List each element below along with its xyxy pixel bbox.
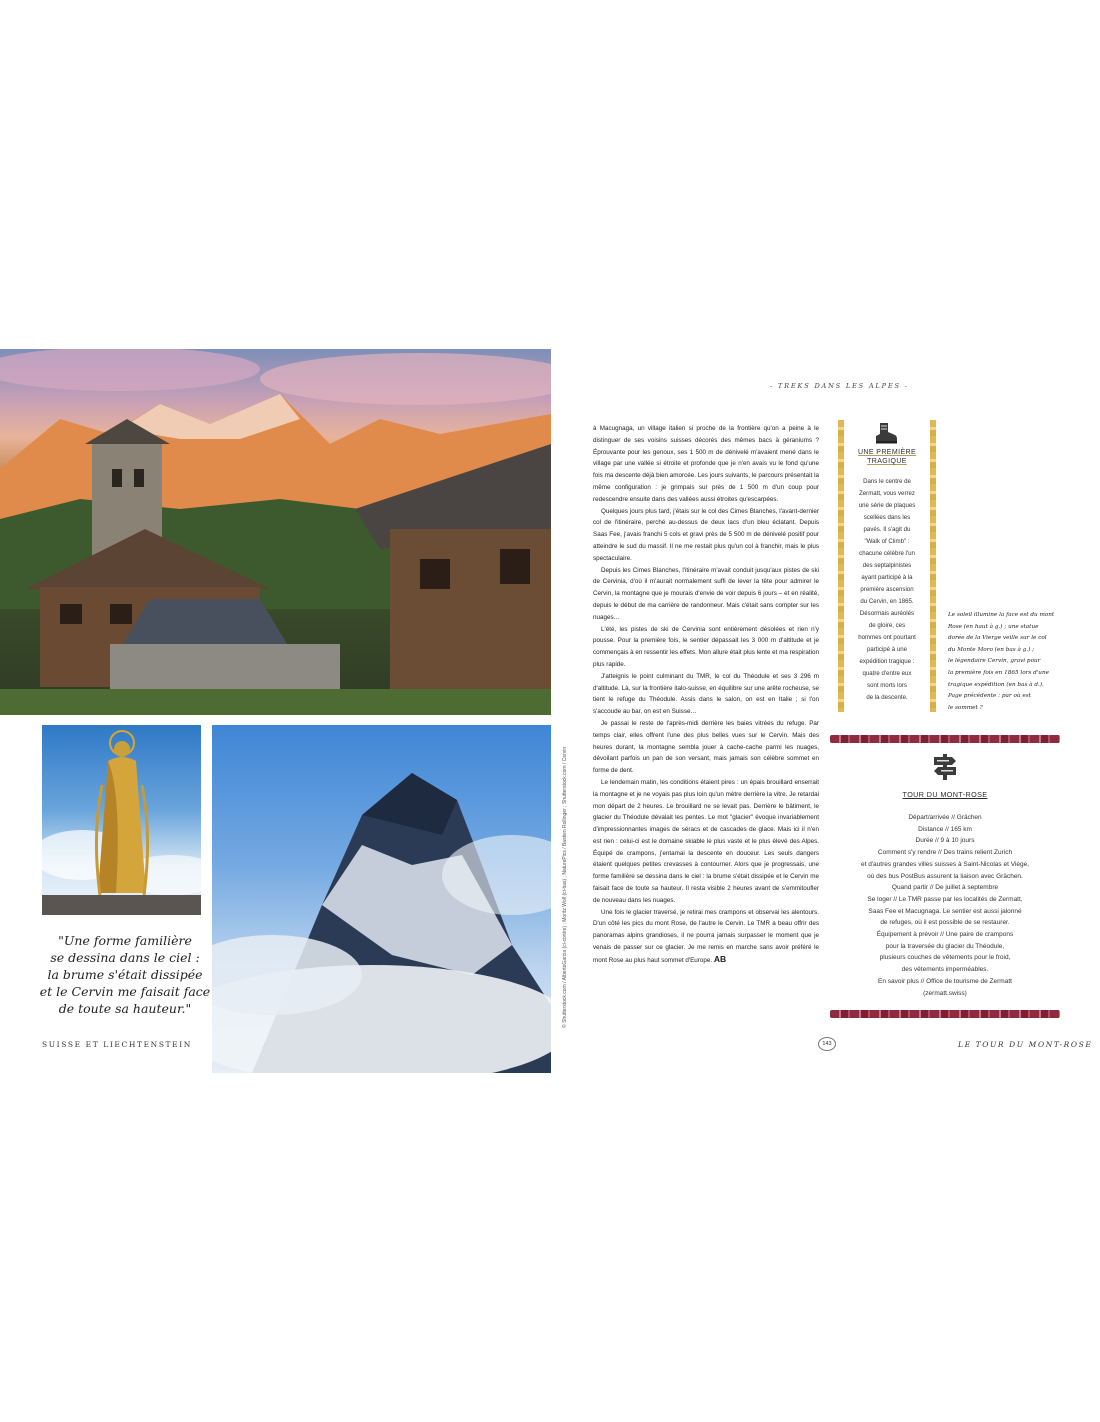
sidebar-line: ayant participé à la [861, 574, 913, 581]
info-box-top-stripe [830, 735, 1060, 743]
sidebar-title [850, 448, 924, 466]
hiking-boot-icon [874, 422, 898, 444]
info-line: Quand partir // De juillet à septembre [891, 884, 999, 892]
info-line: Distance // 165 km [918, 825, 972, 833]
caption-line: dorée de la Vierge veille sur le col [948, 635, 1047, 642]
sidebar-text [850, 476, 924, 704]
info-line: Départ/arrivée // Grächen [908, 814, 982, 821]
sidebar-line: participé à une [867, 646, 907, 653]
sidebar-line: scellées dans les [863, 514, 911, 521]
sidebar-line: de gloire, ces [868, 622, 906, 629]
article-last-paragraph: Une fois le glacier traversé, je retirai mes crampons et observai les alentours. D'un côté les pics du mont Rose, de l'autre le Cervin. Le TMR a beau offrir des panoramas alpins grandioses, il ne pourra jamais surpasser le moment que je venais de passer sur ce glacier. Je me remis en marche sans avoir préféré le mont Rose au plus haut sommet d'Europe. [593, 908, 819, 964]
article-body [593, 423, 819, 967]
caption-line: le sommet ? [948, 704, 983, 711]
info-line: Saas Fee et Macugnaga. Le sentier est aussi jalonné [868, 907, 1022, 915]
article-paragraph [593, 907, 819, 967]
quote-line: "Une forme familière [58, 933, 192, 948]
quote-line: et le Cervin me faisait face [39, 984, 211, 999]
left-page-footer: SUISSE ET LIECHTENSTEIN [42, 1040, 192, 1049]
article-paragraph: Je passai le reste de l'après-midi derrière les baies vitrées du refuge. Par temps clair, elles offrent l'une des plus belles vues sur le Cervin. Mais des heures durant, la montagne sembla jouer à cache-cache parmi les nuages, dévoilant parfois un pan de son versant, mais jamais son célèbre sommet en forme de dent. [593, 719, 819, 775]
info-line: En savoir plus // Office de tourisme de Zermatt [878, 977, 1012, 985]
article-paragraph: Depuis les Cimes Blanches, l'itinéraire m'avait conduit jusqu'aux pistes de ski de Cervinia, d'où il m'aurait normalement suffi de lever la tête pour admirer le Cervin, la montagne que je mourais d'envie de voir depuis 6 jours – et en réalité, depuis le début de ma carrière de randonneur. Mais c'était sans compter sur les nuages… [593, 566, 819, 621]
info-line: où des bus PostBus assurent la liaison avec Grächen. [867, 872, 1023, 880]
village-photo [0, 349, 551, 715]
quote-line: la brume s'était dissipée [47, 967, 203, 982]
info-line: plusieurs couches de vêtements pour le froid, [879, 954, 1011, 962]
sidebar-line: première ascension [860, 586, 914, 593]
info-line: et d'autres grandes villes suisses à Saint-Nicolas et Viège, [860, 860, 1030, 868]
caption-line: le légendaire Cervin, gravi pour [948, 658, 1041, 665]
caption-line: Le soleil illumine la face est du mont [948, 612, 1055, 618]
page-number: 143 [818, 1037, 836, 1051]
sidebar-line: Dans le centre de [863, 478, 911, 485]
sidebar-line: hommes ont pourtant [858, 634, 916, 641]
sidebar-line: quatre d'entre eux [862, 670, 912, 677]
info-line: des vêtements imperméables. [901, 966, 989, 974]
info-box-title: TOUR DU MONT-ROSE [902, 790, 988, 799]
info-box-bottom-stripe [830, 1010, 1060, 1018]
sidebar-line: du Cervin, en 1865. [860, 598, 914, 605]
sidebar-line: pavés. Il s'agit du [863, 526, 911, 533]
article-paragraph: L'été, les pistes de ski de Cervinia sont entièrement désolées et rien n'y pousse. Pour la première fois, le sentier dépassait les 3 000 m d'altitude et je commençais à en ressentir les effets. Mon allure était plus lente et ma respiration plus rapide. [593, 625, 819, 668]
sidebar-bar-right [930, 420, 936, 712]
article-paragraph: Le lendemain matin, les conditions étaient pires : un épais brouillard enserrait la montagne et je ne voyais pas plus loin qu'un mètre derrière la vitre. Je retardai mon départ de 2 heures. Le brouillard ne se levait pas. Derrière le bâtiment, le glacier du Théodule dévalait les pentes. Le mot "glacier" évoque invariablement d'impressionnantes images de séracs et de cascades de glace. Mais ici il n'en est rien : celui-ci est le domaine skiable le plus vaste et le plus élevé des Alpes. Équipé de crampons, j'entamai la descente en douceur. Les seuls dangers étaient quelques petites crevasses à contourner. Alors que je progressais, une forme familière se dessina dans le ciel : la brume s'était dissipée et le Cervin me faisait face de toute sa hauteur. Il resta visible 2 heures avant de s'emmitoufler de nouveau dans les nuages. [593, 778, 819, 904]
info-line: de refuges, où il est possible de se restaurer. [880, 919, 1010, 927]
info-line: (zermatt.swiss) [923, 989, 967, 997]
photo-caption [948, 610, 1068, 714]
sidebar-bar-left [838, 420, 844, 712]
quote-line: se dessina dans le ciel : [50, 950, 200, 965]
pull-quote [30, 932, 220, 1017]
sidebar-line: chacune célèbre l'un [859, 550, 915, 557]
sidebar-box [838, 420, 936, 712]
article-paragraph: à Macugnaga, un village italien si proche de la frontière qu'on a peine à le distinguer de ses voisins suisses décorés des mêmes bacs à géraniums ? Éprouvante pour les genoux, ses 1 500 m de dénivelé m'avaient mené dans le village par une vallée si étroite et profonde que je n'en avais vu le fond qu'une fois ma descente déjà bien amorcée. Les jours suivants, le parcours présentait la même configuration : je grimpais sur près de 1 500 m d'un coup pour redescendre ensuite dans des vallées aussi étroites qu'escarpées. [593, 425, 819, 503]
photo-credits: © Shutterstock.com / AlbertoGarcia (ci-contre) ; Moritz Wolf (ci-bas) ; NaturePics / Bastien Rollinger ; Shutterstock.com / Cervin [562, 746, 568, 1028]
caption-line: tragique expédition (en bas à d.). [948, 681, 1044, 688]
madonna-statue-photo [42, 725, 201, 915]
caption-line: du Monte Moro (en bas à g.) ; [948, 646, 1035, 653]
info-line: Durée // 9 à 10 jours [915, 837, 975, 845]
sidebar-line: sont morts lors [867, 682, 907, 689]
caption-line: Page précédente : par où est [948, 693, 1031, 700]
article-paragraph: Quelques jours plus tard, j'étais sur le col des Cimes Blanches, l'avant-dernier col de l'itinéraire, perché au-dessus de deux lacs d'un bleu éclatant. Depuis Saas Fee, j'avais franchi 5 cols et gravi près de 5 500 m de dénivelé positif pour atteindre le sud du massif. Il ne me restait plus qu'un col à franchir, mais le plus spectaculaire. [593, 507, 819, 562]
info-line: Se loger // Le TMR passe par les localités de Zermatt, [867, 895, 1023, 903]
info-line: Équipement à prévoir // Une paire de crampons [876, 931, 1014, 939]
sidebar-line: de la descente. [866, 694, 908, 701]
sidebar-line: Désormais auréolés [859, 610, 915, 617]
info-line: pour la traversée du glacier du Théodule, [885, 942, 1005, 950]
signpost-icon [932, 752, 958, 780]
sidebar-title-line: UNE PREMIÈRE [857, 449, 917, 456]
caption-line: la première fois en 1865 lors d'une [948, 669, 1049, 676]
right-page-footer: LE TOUR DU MONT-ROSE [958, 1040, 1093, 1049]
author-signature: AB [713, 953, 727, 964]
running-head: - TREKS DANS LES ALPES - [770, 382, 909, 390]
matterhorn-photo [212, 725, 551, 1073]
sidebar-line: des septalpinistes [862, 562, 912, 569]
sidebar-title-line: TRAGIQUE [867, 458, 907, 465]
info-box-list [830, 812, 1060, 999]
article-paragraph: J'atteignis le point culminant du TMR, le col du Théodule et ses 3 296 m d'altitude. Là, sur la frontière italo-suisse, en équilibre sur une arête rocheuse, se tient le refuge du Théodule. Assis dans le salon, on est en Italie ; si l'on s'accoude au bar, on est en Suisse… [593, 672, 819, 716]
sidebar-line: expédition tragique : [859, 658, 915, 665]
sidebar-line: Zermatt, vous verrez [859, 490, 915, 497]
caption-line: Rose (en haut à g.) ; une statue [948, 623, 1039, 630]
quote-line: de toute sa hauteur." [58, 1001, 192, 1016]
sidebar-line: "Walk of Climb" : [864, 538, 910, 545]
info-line: Comment s'y rendre // Des trains relient Zurich [877, 849, 1013, 857]
sidebar-line: une série de plaques [858, 502, 916, 509]
